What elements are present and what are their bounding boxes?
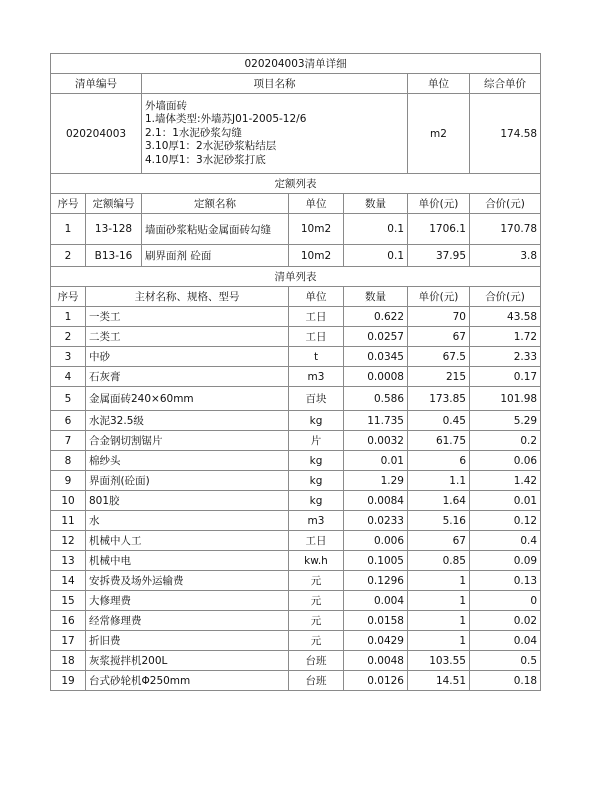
material-name: 801胶 [86, 491, 289, 511]
material-total: 43.58 [470, 307, 541, 327]
quota-unit-price: 1706.1 [408, 214, 470, 245]
material-unit-price: 61.75 [408, 431, 470, 451]
material-unit: kg [289, 451, 344, 471]
material-total: 0.13 [470, 571, 541, 591]
material-total: 0.09 [470, 551, 541, 571]
material-total: 0.4 [470, 531, 541, 551]
material-seq: 8 [51, 451, 86, 471]
material-qty: 11.735 [344, 411, 408, 431]
bill-price-header: 综合单价 [470, 74, 541, 94]
quota-unit-price: 37.95 [408, 245, 470, 267]
material-name: 台式砂轮机Φ250mm [86, 671, 289, 691]
material-qty: 0.0008 [344, 367, 408, 387]
material-total: 0.01 [470, 491, 541, 511]
material-row [51, 631, 541, 651]
material-total: 0 [470, 591, 541, 611]
material-seq: 1 [51, 307, 86, 327]
material-unit-price: 1 [408, 591, 470, 611]
material-seq-header: 序号 [51, 287, 86, 307]
quota-qty-header: 数量 [344, 194, 408, 214]
material-seq: 13 [51, 551, 86, 571]
material-unit: m3 [289, 367, 344, 387]
quota-unit: 10m2 [289, 214, 344, 245]
material-unit-price: 5.16 [408, 511, 470, 531]
quota-unit: 10m2 [289, 245, 344, 267]
material-unit-price: 1.1 [408, 471, 470, 491]
material-qty-header: 数量 [344, 287, 408, 307]
material-unit-price: 70 [408, 307, 470, 327]
material-row [51, 411, 541, 431]
quota-unit-header: 单位 [289, 194, 344, 214]
material-row [51, 571, 541, 591]
material-total: 1.72 [470, 327, 541, 347]
material-row [51, 511, 541, 531]
material-qty: 0.586 [344, 387, 408, 411]
quota-qty: 0.1 [344, 214, 408, 245]
material-name: 一类工 [86, 307, 289, 327]
quota-code: 13-128 [86, 214, 142, 245]
material-unit: kg [289, 491, 344, 511]
material-unit-price: 67 [408, 531, 470, 551]
material-total: 0.04 [470, 631, 541, 651]
material-unit: 台班 [289, 651, 344, 671]
material-unit: kg [289, 471, 344, 491]
material-unit-price: 215 [408, 367, 470, 387]
bill-desc-line: 3.10厚1：2水泥砂浆粘结层 [145, 140, 277, 153]
material-unit-price: 0.85 [408, 551, 470, 571]
quota-code: B13-16 [86, 245, 142, 267]
material-name: 灰浆搅拌机200L [86, 651, 289, 671]
material-name: 石灰膏 [86, 367, 289, 387]
bill-description [142, 94, 408, 174]
material-row [51, 671, 541, 691]
material-seq: 5 [51, 387, 86, 411]
material-total: 0.17 [470, 367, 541, 387]
material-unit: 工日 [289, 531, 344, 551]
material-unit-price: 103.55 [408, 651, 470, 671]
material-unit-price: 0.45 [408, 411, 470, 431]
material-unit: 工日 [289, 327, 344, 347]
quota-name: 墙面砂浆粘贴金属面砖勾缝 [142, 214, 289, 245]
material-qty: 0.0429 [344, 631, 408, 651]
material-total: 5.29 [470, 411, 541, 431]
material-qty: 0.1005 [344, 551, 408, 571]
material-seq: 19 [51, 671, 86, 691]
material-unit-price: 173.85 [408, 387, 470, 411]
material-row [51, 367, 541, 387]
material-unit-price: 67 [408, 327, 470, 347]
material-unit-price: 1 [408, 571, 470, 591]
material-seq: 15 [51, 591, 86, 611]
material-row [51, 387, 541, 411]
material-qty: 0.0048 [344, 651, 408, 671]
material-unit: m3 [289, 511, 344, 531]
material-seq: 12 [51, 531, 86, 551]
bill-code-header: 清单编号 [51, 74, 142, 94]
material-unit: 元 [289, 591, 344, 611]
material-qty: 0.0345 [344, 347, 408, 367]
material-qty: 0.0126 [344, 671, 408, 691]
material-unit-price: 1 [408, 631, 470, 651]
quota-total: 170.78 [470, 214, 541, 245]
material-seq: 18 [51, 651, 86, 671]
material-row [51, 431, 541, 451]
material-section-title: 清单列表 [51, 267, 541, 287]
bill-desc-line: 1.墙体类型:外墙苏J01-2005-12/6 [145, 113, 307, 126]
material-seq: 3 [51, 347, 86, 367]
quota-name-header: 定额名称 [142, 194, 289, 214]
quota-seq-header: 序号 [51, 194, 86, 214]
material-qty: 0.0257 [344, 327, 408, 347]
material-seq: 4 [51, 367, 86, 387]
material-name-header: 主材名称、规格、型号 [86, 287, 289, 307]
material-total: 0.12 [470, 511, 541, 531]
material-row [51, 531, 541, 551]
material-total: 0.2 [470, 431, 541, 451]
bill-detail-table [50, 53, 541, 691]
material-unit: 百块 [289, 387, 344, 411]
bill-price: 174.58 [470, 94, 541, 174]
material-qty: 0.0084 [344, 491, 408, 511]
material-unit-price: 1.64 [408, 491, 470, 511]
material-unit: 元 [289, 631, 344, 651]
quota-section-title: 定额列表 [51, 174, 541, 194]
quota-total: 3.8 [470, 245, 541, 267]
quota-qty: 0.1 [344, 245, 408, 267]
material-name: 金属面砖240×60mm [86, 387, 289, 411]
material-qty: 0.1296 [344, 571, 408, 591]
material-seq: 7 [51, 431, 86, 451]
material-seq: 17 [51, 631, 86, 651]
material-name: 水 [86, 511, 289, 531]
bill-desc-line: 2.1：1水泥砂浆勾缝 [145, 126, 242, 139]
material-name: 棉纱头 [86, 451, 289, 471]
material-row [51, 591, 541, 611]
material-unit: kg [289, 411, 344, 431]
material-unit-price: 1 [408, 611, 470, 631]
material-name: 水泥32.5级 [86, 411, 289, 431]
material-qty: 0.01 [344, 451, 408, 471]
material-seq: 16 [51, 611, 86, 631]
material-seq: 14 [51, 571, 86, 591]
quota-seq: 2 [51, 245, 86, 267]
material-qty: 0.622 [344, 307, 408, 327]
material-total: 2.33 [470, 347, 541, 367]
table-title: 020204003清单详细 [51, 54, 541, 74]
material-name: 折旧费 [86, 631, 289, 651]
material-seq: 11 [51, 511, 86, 531]
material-row [51, 307, 541, 327]
material-qty: 0.0158 [344, 611, 408, 631]
material-name: 机械中电 [86, 551, 289, 571]
material-seq: 2 [51, 327, 86, 347]
material-row [51, 651, 541, 671]
material-total: 1.42 [470, 471, 541, 491]
bill-name-header: 项目名称 [142, 74, 408, 94]
material-name: 机械中人工 [86, 531, 289, 551]
bill-code: 020204003 [51, 94, 142, 174]
material-unit-price: 6 [408, 451, 470, 471]
bill-desc-line: 外墙面砖 [145, 99, 187, 112]
material-qty: 1.29 [344, 471, 408, 491]
material-qty: 0.004 [344, 591, 408, 611]
material-total: 0.06 [470, 451, 541, 471]
material-seq: 6 [51, 411, 86, 431]
material-unit: t [289, 347, 344, 367]
material-unit: 元 [289, 611, 344, 631]
bill-unit-header: 单位 [408, 74, 470, 94]
material-unit-price-header: 单价(元) [408, 287, 470, 307]
material-name: 二类工 [86, 327, 289, 347]
material-row [51, 451, 541, 471]
bill-desc-line: 4.10厚1：3水泥砂浆打底 [145, 153, 266, 166]
material-seq: 10 [51, 491, 86, 511]
material-name: 界面剂(砼面) [86, 471, 289, 491]
material-name: 中砂 [86, 347, 289, 367]
quota-total-header: 合价(元) [470, 194, 541, 214]
material-row [51, 611, 541, 631]
material-unit: 元 [289, 571, 344, 591]
bill-unit: m2 [408, 94, 470, 174]
material-unit: 片 [289, 431, 344, 451]
quota-unit-price-header: 单价(元) [408, 194, 470, 214]
material-row [51, 491, 541, 511]
material-total: 0.02 [470, 611, 541, 631]
material-unit-price: 14.51 [408, 671, 470, 691]
material-qty: 0.006 [344, 531, 408, 551]
material-row [51, 551, 541, 571]
material-total: 0.18 [470, 671, 541, 691]
material-total: 101.98 [470, 387, 541, 411]
quota-code-header: 定额编号 [86, 194, 142, 214]
material-total: 0.5 [470, 651, 541, 671]
material-unit: kw.h [289, 551, 344, 571]
material-qty: 0.0233 [344, 511, 408, 531]
material-name: 合金钢切割锯片 [86, 431, 289, 451]
material-unit-price: 67.5 [408, 347, 470, 367]
material-row [51, 347, 541, 367]
material-name: 经常修理费 [86, 611, 289, 631]
material-qty: 0.0032 [344, 431, 408, 451]
quota-seq: 1 [51, 214, 86, 245]
material-unit-header: 单位 [289, 287, 344, 307]
quota-name: 刷界面剂 砼面 [142, 245, 289, 267]
material-unit: 台班 [289, 671, 344, 691]
material-name: 安拆费及场外运输费 [86, 571, 289, 591]
material-seq: 9 [51, 471, 86, 491]
material-row [51, 327, 541, 347]
material-row [51, 471, 541, 491]
material-total-header: 合价(元) [470, 287, 541, 307]
material-name: 大修理费 [86, 591, 289, 611]
material-unit: 工日 [289, 307, 344, 327]
